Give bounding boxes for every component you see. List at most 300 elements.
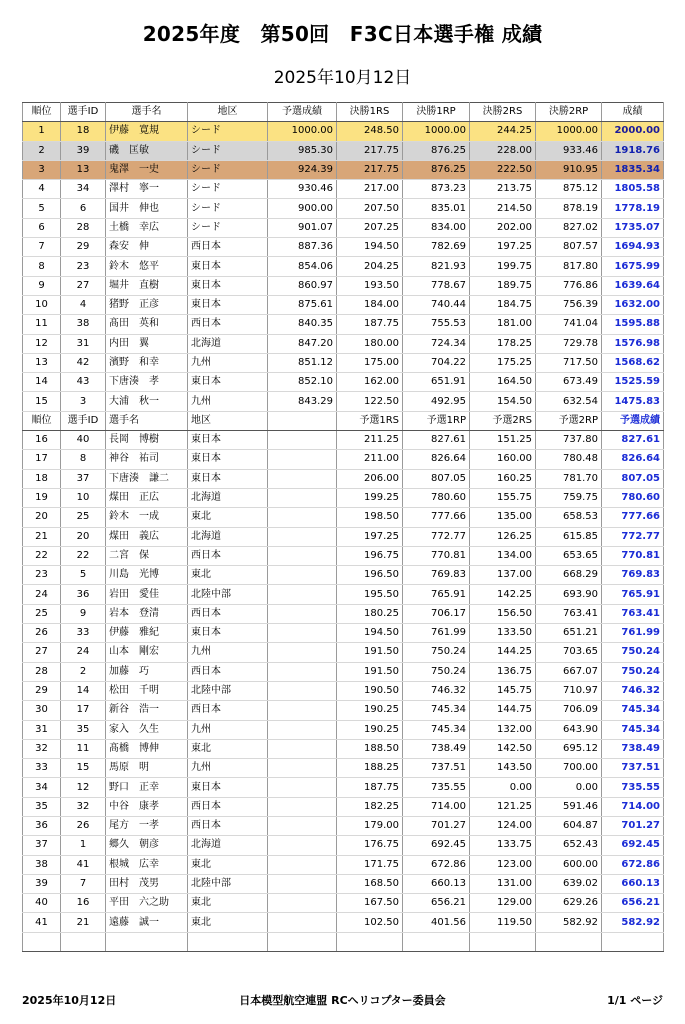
region-cell: 東北 (188, 508, 268, 527)
player-name-cell: 下唐湊 孝 (106, 373, 188, 392)
final-2rp-cell: 予選2RP (536, 411, 602, 430)
region-cell: 東日本 (188, 469, 268, 488)
final-2rp-cell: 759.75 (536, 488, 602, 507)
region-cell: 西日本 (188, 662, 268, 681)
final-2rp-cell: 737.80 (536, 431, 602, 450)
final-2rp-cell: 763.41 (536, 604, 602, 623)
player-name-cell: 森安 伸 (106, 238, 188, 257)
total-score-cell: 750.24 (602, 662, 664, 681)
region-cell: 東日本 (188, 295, 268, 314)
final-2rs-cell: 154.50 (470, 392, 536, 411)
region-cell: シード (188, 141, 268, 160)
region-cell: シード (188, 218, 268, 237)
final-2rs-cell: 197.25 (470, 238, 536, 257)
player-name-cell: 家入 久生 (106, 720, 188, 739)
final-1rp-cell: 737.51 (403, 759, 470, 778)
final-2rp-cell: 710.97 (536, 681, 602, 700)
total-score-cell: 763.41 (602, 604, 664, 623)
final-1rs-cell: 187.75 (337, 778, 403, 797)
final-2rs-cell: 133.75 (470, 836, 536, 855)
player-name-cell: 野口 正幸 (106, 778, 188, 797)
table-row (23, 469, 664, 488)
final-1rp-cell: 745.34 (403, 720, 470, 739)
final-1rp-cell: 826.64 (403, 450, 470, 469)
final-1rs-cell: 193.50 (337, 276, 403, 295)
final-2rp-cell: 878.19 (536, 199, 602, 218)
rank-cell: 38 (23, 855, 61, 874)
qualifying-score-cell: 860.97 (268, 276, 337, 295)
rank-cell: 24 (23, 585, 61, 604)
table-row (23, 816, 664, 835)
final-2rp-cell: 729.78 (536, 334, 602, 353)
qualifying-score-cell: 予選成績 (268, 103, 337, 122)
final-1rs-cell: 190.50 (337, 681, 403, 700)
total-score-cell: 成績 (602, 103, 664, 122)
final-1rp-cell: 701.27 (403, 816, 470, 835)
final-1rp-cell: 835.01 (403, 199, 470, 218)
player-id-cell: 41 (61, 855, 106, 874)
player-name-cell: 伊藤 寛規 (106, 122, 188, 141)
final-1rs-cell: 194.50 (337, 238, 403, 257)
rank-cell: 37 (23, 836, 61, 855)
qualifying-score-cell (268, 643, 337, 662)
table-row (23, 334, 664, 353)
rank-cell: 6 (23, 218, 61, 237)
rank-cell: 8 (23, 257, 61, 276)
region-cell: 東日本 (188, 276, 268, 295)
final-1rp-cell: 692.45 (403, 836, 470, 855)
final-1rp-cell: 724.34 (403, 334, 470, 353)
table-row (23, 913, 664, 932)
table-row (23, 778, 664, 797)
total-score-cell: 750.24 (602, 643, 664, 662)
region-cell: 東日本 (188, 778, 268, 797)
final-1rp-cell: 予選1RP (403, 411, 470, 430)
final-2rp-cell: 615.85 (536, 527, 602, 546)
player-id-cell: 34 (61, 180, 106, 199)
rank-cell: 15 (23, 392, 61, 411)
table-row (23, 431, 664, 450)
final-1rp-cell: 735.55 (403, 778, 470, 797)
final-1rs-cell: 179.00 (337, 816, 403, 835)
final-2rp-cell: 652.43 (536, 836, 602, 855)
total-score-cell: 692.45 (602, 836, 664, 855)
qualifying-score-cell (268, 816, 337, 835)
region-cell: 地区 (188, 103, 268, 122)
qualifying-score-cell (268, 874, 337, 893)
player-id-cell: 7 (61, 874, 106, 893)
player-name-cell: 選手名 (106, 411, 188, 430)
total-score-cell: 770.81 (602, 546, 664, 565)
table-header-row (23, 103, 664, 122)
final-1rs-cell: 182.25 (337, 797, 403, 816)
final-2rs-cell: 131.00 (470, 874, 536, 893)
qualifying-score-cell (268, 662, 337, 681)
region-cell: 西日本 (188, 701, 268, 720)
table-row (23, 295, 664, 314)
player-name-cell: 田村 茂男 (106, 874, 188, 893)
region-cell: 北陸中部 (188, 874, 268, 893)
player-id-cell: 22 (61, 546, 106, 565)
final-2rp-cell: 651.21 (536, 624, 602, 643)
player-name-cell: 二宮 保 (106, 546, 188, 565)
final-1rs-cell: 176.75 (337, 836, 403, 855)
final-2rs-cell: 132.00 (470, 720, 536, 739)
final-1rp-cell: 821.93 (403, 257, 470, 276)
total-score-cell: 1918.76 (602, 141, 664, 160)
qualifying-score-cell: 930.46 (268, 180, 337, 199)
final-1rs-cell: 217.75 (337, 141, 403, 160)
region-cell: 北海道 (188, 334, 268, 353)
results-table-body (23, 103, 664, 952)
player-id-cell: 8 (61, 450, 106, 469)
qualifying-score-cell (268, 855, 337, 874)
final-2rs-cell: 126.25 (470, 527, 536, 546)
rank-cell: 32 (23, 739, 61, 758)
player-id-cell: 31 (61, 334, 106, 353)
qualifying-score-cell: 843.29 (268, 392, 337, 411)
final-2rp-cell: 668.29 (536, 566, 602, 585)
final-2rp-cell: 817.80 (536, 257, 602, 276)
final-1rs-cell: 167.50 (337, 894, 403, 913)
table-row (23, 141, 664, 160)
footer-date: 2025年10月12日 (22, 994, 117, 1007)
final-1rs-cell: 180.00 (337, 334, 403, 353)
rank-cell: 2 (23, 141, 61, 160)
table-row (23, 527, 664, 546)
region-cell: 東日本 (188, 257, 268, 276)
final-1rp-cell: 決勝1RP (403, 103, 470, 122)
region-cell: 九州 (188, 759, 268, 778)
final-2rs-cell: 119.50 (470, 913, 536, 932)
final-2rp-cell: 756.39 (536, 295, 602, 314)
player-name-cell: 平田 六之助 (106, 894, 188, 913)
final-2rp-cell: 604.87 (536, 816, 602, 835)
final-2rs-cell: 121.25 (470, 797, 536, 816)
total-score-cell: 745.34 (602, 720, 664, 739)
player-name-cell: 遠藤 誠一 (106, 913, 188, 932)
region-cell: 東北 (188, 894, 268, 913)
player-name-cell: 下唐湊 謙二 (106, 469, 188, 488)
region-cell: 東北 (188, 739, 268, 758)
rank-cell: 19 (23, 488, 61, 507)
final-1rp-cell: 770.81 (403, 546, 470, 565)
final-1rp-cell: 761.99 (403, 624, 470, 643)
player-name-cell: 鈴木 悠平 (106, 257, 188, 276)
table-row (23, 739, 664, 758)
qualifying-score-cell (268, 469, 337, 488)
final-1rp-cell: 1000.00 (403, 122, 470, 141)
player-id-cell: 39 (61, 141, 106, 160)
qualifying-score-cell (268, 836, 337, 855)
player-id-cell: 23 (61, 257, 106, 276)
footer-page-number: 1/1 ページ (607, 994, 663, 1007)
player-name-cell: 煤田 正広 (106, 488, 188, 507)
qualifying-score-cell (268, 431, 337, 450)
final-2rs-cell: 135.00 (470, 508, 536, 527)
rank-cell: 40 (23, 894, 61, 913)
region-cell: 西日本 (188, 797, 268, 816)
final-2rp-cell: 0.00 (536, 778, 602, 797)
table-row (23, 797, 664, 816)
rank-cell: 23 (23, 566, 61, 585)
final-2rp-cell: 629.26 (536, 894, 602, 913)
final-1rp-cell: 492.95 (403, 392, 470, 411)
player-id-cell: 33 (61, 624, 106, 643)
total-score-cell: 765.91 (602, 585, 664, 604)
qualifying-score-cell (268, 488, 337, 507)
player-name-cell: 猪野 正彦 (106, 295, 188, 314)
table-blank-row (23, 932, 664, 951)
table-row (23, 392, 664, 411)
final-2rp-cell: 653.65 (536, 546, 602, 565)
rank-cell: 35 (23, 797, 61, 816)
final-2rs-cell: 156.50 (470, 604, 536, 623)
final-2rs-cell: 155.75 (470, 488, 536, 507)
player-id-cell: 20 (61, 527, 106, 546)
blank-cell (188, 932, 268, 951)
final-2rs-cell: 144.75 (470, 701, 536, 720)
table-row (23, 180, 664, 199)
final-1rp-cell: 780.60 (403, 488, 470, 507)
qualifying-score-cell (268, 604, 337, 623)
final-2rp-cell: 703.65 (536, 643, 602, 662)
player-name-cell: 岩田 愛佳 (106, 585, 188, 604)
final-2rs-cell: 123.00 (470, 855, 536, 874)
table-row (23, 681, 664, 700)
final-1rs-cell: 196.75 (337, 546, 403, 565)
final-2rp-cell: 600.00 (536, 855, 602, 874)
player-id-cell: 選手ID (61, 411, 106, 430)
region-cell: 東日本 (188, 431, 268, 450)
final-2rs-cell: 142.25 (470, 585, 536, 604)
qualifying-score-cell (268, 759, 337, 778)
qualifying-score-cell (268, 913, 337, 932)
table-row (23, 720, 664, 739)
final-1rs-cell: 248.50 (337, 122, 403, 141)
player-name-cell: 川島 光博 (106, 566, 188, 585)
region-cell: 東日本 (188, 450, 268, 469)
player-id-cell: 14 (61, 681, 106, 700)
player-id-cell: 15 (61, 759, 106, 778)
rank-cell: 順位 (23, 411, 61, 430)
rank-cell: 13 (23, 353, 61, 372)
final-1rs-cell: 196.50 (337, 566, 403, 585)
final-2rp-cell: 582.92 (536, 913, 602, 932)
final-1rs-cell: 199.25 (337, 488, 403, 507)
final-1rp-cell: 834.00 (403, 218, 470, 237)
qualifying-score-cell (268, 527, 337, 546)
final-1rs-cell: 188.25 (337, 759, 403, 778)
rank-cell: 3 (23, 160, 61, 179)
table-row (23, 122, 664, 141)
qualifying-score-cell: 847.20 (268, 334, 337, 353)
rank-cell: 34 (23, 778, 61, 797)
final-1rs-cell: 175.00 (337, 353, 403, 372)
qualifying-score-cell (268, 778, 337, 797)
qualifying-score-cell (268, 701, 337, 720)
rank-cell: 21 (23, 527, 61, 546)
qualifying-score-cell: 901.07 (268, 218, 337, 237)
qualifying-score-cell: 875.61 (268, 295, 337, 314)
rank-cell: 41 (23, 913, 61, 932)
qualifying-score-cell (268, 450, 337, 469)
table-row (23, 488, 664, 507)
rank-cell: 30 (23, 701, 61, 720)
final-1rp-cell: 769.83 (403, 566, 470, 585)
rank-cell: 10 (23, 295, 61, 314)
final-1rp-cell: 704.22 (403, 353, 470, 372)
final-2rs-cell: 151.25 (470, 431, 536, 450)
final-1rs-cell: 198.50 (337, 508, 403, 527)
rank-cell: 27 (23, 643, 61, 662)
table-row (23, 160, 664, 179)
blank-cell (470, 932, 536, 951)
table-row (23, 450, 664, 469)
qualifying-score-cell: 852.10 (268, 373, 337, 392)
final-1rp-cell: 778.67 (403, 276, 470, 295)
final-2rp-cell: 673.49 (536, 373, 602, 392)
final-1rp-cell: 714.00 (403, 797, 470, 816)
final-1rs-cell: 決勝1RS (337, 103, 403, 122)
rank-cell: 33 (23, 759, 61, 778)
player-name-cell: 松田 千明 (106, 681, 188, 700)
final-2rp-cell: 910.95 (536, 160, 602, 179)
final-1rs-cell: 194.50 (337, 624, 403, 643)
final-2rs-cell: 164.50 (470, 373, 536, 392)
player-id-cell: 26 (61, 816, 106, 835)
final-2rp-cell: 639.02 (536, 874, 602, 893)
final-1rp-cell: 745.34 (403, 701, 470, 720)
region-cell: 九州 (188, 643, 268, 662)
total-score-cell: 1694.93 (602, 238, 664, 257)
qualifying-score-cell: 924.39 (268, 160, 337, 179)
final-1rs-cell: 206.00 (337, 469, 403, 488)
final-2rs-cell: 143.50 (470, 759, 536, 778)
player-id-cell: 28 (61, 218, 106, 237)
player-name-cell: 鬼澤 一史 (106, 160, 188, 179)
qualifying-score-cell (268, 585, 337, 604)
final-2rp-cell: 933.46 (536, 141, 602, 160)
player-id-cell: 6 (61, 199, 106, 218)
region-cell: シード (188, 160, 268, 179)
final-2rs-cell: 199.75 (470, 257, 536, 276)
event-date: 2025年10月12日 (273, 68, 412, 88)
footer-organization: 日本模型航空連盟 RCヘリコプター委員会 (239, 994, 446, 1007)
player-name-cell: 煤田 義広 (106, 527, 188, 546)
blank-cell (403, 932, 470, 951)
final-1rp-cell: 706.17 (403, 604, 470, 623)
table-row (23, 836, 664, 855)
player-id-cell: 36 (61, 585, 106, 604)
player-name-cell: 郷久 朝彦 (106, 836, 188, 855)
region-cell: 西日本 (188, 816, 268, 835)
final-1rs-cell: 217.00 (337, 180, 403, 199)
page-title: 2025年度 第50回 F3C日本選手権 成績 (142, 22, 543, 46)
total-score-cell: 1805.58 (602, 180, 664, 199)
player-id-cell: 選手ID (61, 103, 106, 122)
final-2rs-cell: 213.75 (470, 180, 536, 199)
final-2rs-cell: 137.00 (470, 566, 536, 585)
table-row (23, 624, 664, 643)
table-row (23, 199, 664, 218)
total-score-cell: 582.92 (602, 913, 664, 932)
final-1rs-cell: 188.50 (337, 739, 403, 758)
final-2rs-cell: 184.75 (470, 295, 536, 314)
final-1rs-cell: 191.50 (337, 643, 403, 662)
final-2rp-cell: 643.90 (536, 720, 602, 739)
player-id-cell: 13 (61, 160, 106, 179)
total-score-cell: 1475.83 (602, 392, 664, 411)
blank-cell (61, 932, 106, 951)
total-score-cell: 738.49 (602, 739, 664, 758)
final-1rs-cell: 102.50 (337, 913, 403, 932)
rank-cell: 11 (23, 315, 61, 334)
rank-cell: 14 (23, 373, 61, 392)
rank-cell: 16 (23, 431, 61, 450)
qualifying-score-cell: 840.35 (268, 315, 337, 334)
table-row (23, 218, 664, 237)
total-score-cell: 745.34 (602, 701, 664, 720)
final-2rp-cell: 717.50 (536, 353, 602, 372)
final-2rp-cell: 632.54 (536, 392, 602, 411)
player-id-cell: 1 (61, 836, 106, 855)
player-name-cell: 尾方 一孝 (106, 816, 188, 835)
final-2rs-cell: 142.50 (470, 739, 536, 758)
player-id-cell: 43 (61, 373, 106, 392)
region-cell: 西日本 (188, 604, 268, 623)
region-cell: 西日本 (188, 315, 268, 334)
final-1rp-cell: 807.05 (403, 469, 470, 488)
rank-cell: 36 (23, 816, 61, 835)
final-1rs-cell: 204.25 (337, 257, 403, 276)
rank-cell: 22 (23, 546, 61, 565)
qualifying-score-cell (268, 720, 337, 739)
rank-cell: 1 (23, 122, 61, 141)
final-1rs-cell: 予選1RS (337, 411, 403, 430)
table-row (23, 353, 664, 372)
player-name-cell: 根城 広幸 (106, 855, 188, 874)
rank-cell: 5 (23, 199, 61, 218)
player-id-cell: 37 (61, 469, 106, 488)
player-id-cell: 11 (61, 739, 106, 758)
final-2rs-cell: 136.75 (470, 662, 536, 681)
total-score-cell: 701.27 (602, 816, 664, 835)
table-row (23, 759, 664, 778)
player-id-cell: 17 (61, 701, 106, 720)
final-2rs-cell: 160.00 (470, 450, 536, 469)
rank-cell: 18 (23, 469, 61, 488)
final-1rp-cell: 873.23 (403, 180, 470, 199)
total-score-cell: 826.64 (602, 450, 664, 469)
final-2rp-cell: 658.53 (536, 508, 602, 527)
final-1rp-cell: 755.53 (403, 315, 470, 334)
final-1rp-cell: 876.25 (403, 141, 470, 160)
qualifying-score-cell: 985.30 (268, 141, 337, 160)
region-cell: 九州 (188, 720, 268, 739)
player-name-cell: 新谷 浩一 (106, 701, 188, 720)
total-score-cell: 737.51 (602, 759, 664, 778)
final-1rs-cell: 217.75 (337, 160, 403, 179)
final-2rs-cell: 決勝2RS (470, 103, 536, 122)
table-row (23, 276, 664, 295)
final-2rp-cell: 781.70 (536, 469, 602, 488)
final-1rp-cell: 740.44 (403, 295, 470, 314)
player-id-cell: 4 (61, 295, 106, 314)
final-2rs-cell: 133.50 (470, 624, 536, 643)
final-2rp-cell: 693.90 (536, 585, 602, 604)
final-2rs-cell: 124.00 (470, 816, 536, 835)
